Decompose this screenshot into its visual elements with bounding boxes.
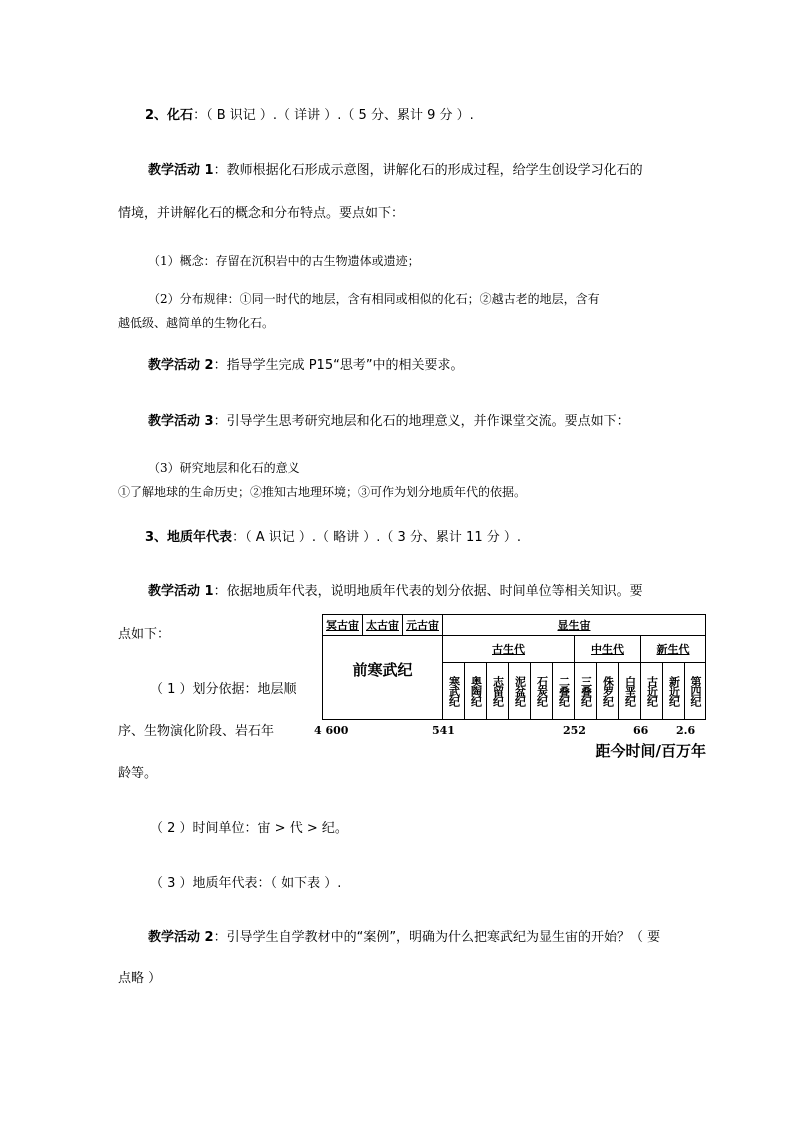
period-neogene	[663, 663, 685, 719]
era-paleozoic: 古生代	[443, 636, 575, 663]
time-units: （ 2 ）时间单位：宙 > 代 > 纪。	[150, 821, 348, 836]
period-label: 泥盆纪	[513, 676, 527, 706]
period-jurassic	[597, 663, 619, 719]
period-quaternary	[685, 663, 705, 719]
period-label: 古近纪	[645, 676, 659, 706]
tick-252: 252	[563, 724, 586, 737]
era-cenozoic: 新生代	[641, 636, 705, 663]
precambrian-block	[323, 636, 443, 719]
point-significance: （3）研究地层和化石的意义	[148, 461, 300, 475]
section-number: 2、	[145, 108, 168, 123]
section-title: 化石	[167, 108, 194, 123]
period-carboniferous	[531, 663, 553, 719]
basis-line-3: 龄等。	[118, 766, 158, 781]
activity-text: ：引导学生思考研究地层和化石的地理意义，并作课堂交流。要点如下：	[213, 414, 630, 429]
teaching-activity-1-cont	[118, 206, 404, 222]
point-distribution: （2）分布规律：①同一时代的地层，含有相同或相似的化石；②越古老的地层，含有	[148, 292, 600, 306]
period-triassic	[575, 663, 597, 719]
period-permian	[553, 663, 575, 719]
period-label: 奥陶纪	[469, 676, 483, 706]
eon-hadean: 冥古宙	[323, 615, 363, 636]
period-label: 志留纪	[491, 676, 505, 706]
eon-archean: 太古宙	[363, 615, 403, 636]
activity-text: ：引导学生自学教材中的“案例”，明确为什么把寒武纪为显生宙的开始？（ 要	[213, 930, 661, 945]
activity-text: ：教师根据化石形成示意图，讲解化石的形成过程，给学生创设学习化石的	[213, 163, 643, 178]
section-meta: ：（ A 识记 ）.（ 略讲 ）.（ 3 分、累计 11 分 ）.	[232, 530, 521, 545]
activity-label: 教学活动 1	[148, 584, 214, 599]
era-mesozoic: 中生代	[575, 636, 641, 663]
precambrian-label: 前寒武纪	[352, 661, 413, 679]
activity-text: ：依据地质年代表，说明地质年代表的划分依据、时间单位等相关知识。要	[213, 584, 643, 599]
basis-line-1: （ 1 ）划分依据：地层顺	[150, 682, 297, 697]
tick-66: 66	[633, 724, 649, 737]
geologic-time-chart	[314, 614, 706, 761]
section-3-heading	[145, 530, 521, 546]
tick-2-6: 2.6	[676, 724, 696, 737]
geologic-time-table	[322, 614, 706, 720]
period-label: 第四纪	[689, 676, 702, 706]
teaching-activity-5-cont: 点略 ）	[118, 971, 162, 986]
section-number: 3、	[145, 530, 168, 545]
teaching-activity-2	[148, 358, 464, 374]
section-title: 地质年代表	[167, 530, 233, 545]
period-label: 新近纪	[667, 676, 681, 706]
period-devonian	[509, 663, 531, 719]
tick-4600: 4 600	[314, 724, 349, 737]
period-ordovician	[465, 663, 487, 719]
period-label: 侏罗纪	[601, 676, 615, 706]
period-label: 白垩纪	[623, 676, 637, 706]
activity-label: 教学活动 3	[148, 414, 214, 429]
time-axis-label: 距今时间/百万年	[595, 742, 706, 760]
activity-label: 教学活动 2	[148, 930, 214, 945]
tick-541: 541	[432, 724, 455, 737]
basis-line-2: 序、生物演化阶段、岩石年	[118, 724, 275, 739]
point-concept: （1）概念：存留在沉积岩中的古生物遗体或遗迹；	[148, 254, 420, 268]
period-cretaceous	[619, 663, 641, 719]
period-silurian	[487, 663, 509, 719]
teaching-activity-4-cont: 点如下：	[118, 627, 171, 642]
period-label: 石炭纪	[535, 676, 549, 706]
eon-phanerozoic: 显生宙	[443, 615, 705, 636]
period-label: 三叠纪	[579, 676, 593, 706]
teaching-activity-3	[148, 414, 630, 430]
teaching-activity-1	[148, 163, 643, 179]
activity-label: 教学活动 2	[148, 358, 214, 373]
table-reference: （ 3 ）地质年代表：（ 如下表 ）.	[150, 876, 342, 891]
teaching-activity-4	[148, 584, 643, 600]
period-paleogene	[641, 663, 663, 719]
activity-text: ：指导学生完成 P15“思考”中的相关要求。	[213, 358, 464, 373]
eon-proterozoic: 元古宙	[403, 615, 443, 636]
point-distribution-cont: 越低级、越简单的生物化石。	[118, 316, 275, 330]
activity-text: 情境，并讲解化石的概念和分布特点。要点如下：	[118, 206, 405, 221]
section-meta: ：（ B 识记 ）.（ 详讲 ）.（ 5 分、累计 9 分 ）.	[193, 108, 474, 123]
period-label: 寒武纪	[447, 676, 461, 706]
point-significance-items: ①了解地球的生命历史；②推知古地理环境；③可作为划分地质年代的依据。	[118, 485, 527, 499]
period-cambrian	[443, 663, 465, 719]
section-2-heading	[145, 108, 474, 124]
teaching-activity-5	[148, 930, 660, 946]
activity-label: 教学活动 1	[148, 163, 214, 178]
period-label: 二叠纪	[557, 676, 571, 706]
